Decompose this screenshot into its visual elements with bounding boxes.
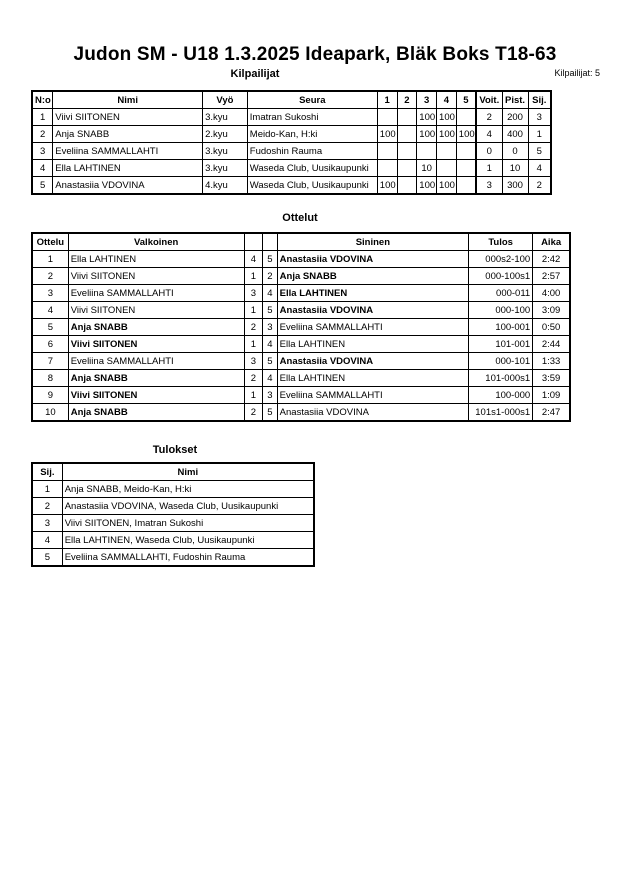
match-result: 000s2-100 — [469, 251, 533, 268]
match-white-no: 1 — [244, 302, 263, 319]
match-blue-name: Ella LAHTINEN — [277, 285, 468, 302]
match-white-no: 3 — [244, 285, 263, 302]
match-blue-name: Ella LAHTINEN — [277, 336, 468, 353]
matches-section-title: Ottelut — [282, 212, 318, 224]
match-result: 101s1-000s1 — [469, 404, 533, 422]
competitor-score-s5 — [456, 109, 476, 126]
col-header-points: Pist. — [502, 91, 528, 109]
match-result: 101-001 — [469, 336, 533, 353]
match-time: 2:42 — [533, 251, 570, 268]
competitor-score-s1: 100 — [377, 177, 397, 195]
competitor-wins: 1 — [476, 160, 502, 177]
match-result: 000-011 — [469, 285, 533, 302]
competitor-score-s2 — [397, 177, 417, 195]
competitor-wins: 2 — [476, 109, 502, 126]
col-header-white: Valkoinen — [68, 233, 244, 251]
col-header-fullname: Nimi — [62, 463, 314, 481]
match-blue-no: 5 — [263, 302, 277, 319]
result-row — [32, 532, 314, 549]
match-time: 4:00 — [533, 285, 570, 302]
match-blue-name: Ella LAHTINEN — [277, 370, 468, 387]
competitor-score-s5 — [456, 177, 476, 195]
match-result: 101-000s1 — [469, 370, 533, 387]
match-blue-name: Eveliina SAMMALLAHTI — [277, 387, 468, 404]
competitor-belt: 3.kyu — [203, 109, 248, 126]
competitor-points: 200 — [502, 109, 528, 126]
match-no: 6 — [32, 336, 68, 353]
competitor-score-s1 — [377, 109, 397, 126]
col-header-place: Sij. — [528, 91, 551, 109]
match-white-name: Anja SNABB — [68, 404, 244, 422]
competitor-wins: 3 — [476, 177, 502, 195]
competitor-points: 400 — [502, 126, 528, 143]
result-name: Ella LAHTINEN, Waseda Club, Uusikaupunki — [62, 532, 314, 549]
competitor-row — [32, 177, 551, 195]
col-header-blue: Sininen — [277, 233, 468, 251]
competitors-count: Kilpailijat: 5 — [554, 68, 600, 78]
match-blue-no: 3 — [263, 387, 277, 404]
result-row — [32, 515, 314, 532]
competitor-name: Anastasiia VDOVINA — [53, 177, 203, 195]
col-header-match: Ottelu — [32, 233, 68, 251]
match-no: 3 — [32, 285, 68, 302]
competitor-points: 300 — [502, 177, 528, 195]
result-name: Eveliina SAMMALLAHTI, Fudoshin Rauma — [62, 549, 314, 567]
match-blue-name: Eveliina SAMMALLAHTI — [277, 319, 468, 336]
result-row — [32, 481, 314, 498]
col-header-rank: Sij. — [32, 463, 62, 481]
competitor-no: 1 — [32, 109, 53, 126]
competitor-points: 0 — [502, 143, 528, 160]
competitor-wins: 4 — [476, 126, 502, 143]
match-row — [32, 268, 570, 285]
competitors-table — [31, 90, 552, 195]
competitor-score-s3 — [417, 143, 437, 160]
result-place: 3 — [32, 515, 62, 532]
competitor-score-s3: 10 — [417, 160, 437, 177]
competitor-score-s2 — [397, 109, 417, 126]
competitor-place: 3 — [528, 109, 551, 126]
competitor-score-s2 — [397, 126, 417, 143]
match-row — [32, 319, 570, 336]
match-time: 3:59 — [533, 370, 570, 387]
competitor-no: 5 — [32, 177, 53, 195]
match-white-no: 4 — [244, 251, 263, 268]
page-title: Judon SM - U18 1.3.2025 Ideapark, Bläk Boks T18-63 — [73, 44, 557, 65]
results-section-title: Tulokset — [152, 444, 198, 456]
competitor-score-s5: 100 — [456, 126, 476, 143]
competitor-score-s2 — [397, 143, 417, 160]
match-time: 2:47 — [533, 404, 570, 422]
match-result: 000-101 — [469, 353, 533, 370]
competitor-score-s1 — [377, 160, 397, 177]
match-row — [32, 251, 570, 268]
match-row — [32, 353, 570, 370]
competitor-score-s2 — [397, 160, 417, 177]
col-header-s3: 3 — [417, 91, 437, 109]
match-blue-name: Anastasiia VDOVINA — [277, 404, 468, 422]
competitor-belt: 4.kyu — [203, 177, 248, 195]
competitor-score-s3: 100 — [417, 109, 437, 126]
competitor-club: Meido-Kan, H:ki — [247, 126, 377, 143]
col-header-time: Aika — [533, 233, 570, 251]
competitor-score-s5 — [456, 143, 476, 160]
match-white-no: 1 — [244, 268, 263, 285]
competitor-score-s1 — [377, 143, 397, 160]
competitor-name: Viivi SIITONEN — [53, 109, 203, 126]
competitor-row — [32, 143, 551, 160]
match-no: 1 — [32, 251, 68, 268]
match-row — [32, 404, 570, 422]
col-header-s5: 5 — [456, 91, 476, 109]
competitor-score-s4: 100 — [437, 109, 457, 126]
match-time: 2:44 — [533, 336, 570, 353]
match-white-no: 2 — [244, 319, 263, 336]
competitor-belt: 2.kyu — [203, 126, 248, 143]
match-blue-name: Anastasiia VDOVINA — [277, 302, 468, 319]
match-blue-no: 3 — [263, 319, 277, 336]
col-header-s4: 4 — [437, 91, 457, 109]
match-white-name: Viivi SIITONEN — [68, 387, 244, 404]
col-header-belt: Vyö — [203, 91, 248, 109]
result-row — [32, 549, 314, 567]
match-time: 2:57 — [533, 268, 570, 285]
competitor-points: 10 — [502, 160, 528, 177]
match-white-name: Anja SNABB — [68, 319, 244, 336]
match-white-name: Eveliina SAMMALLAHTI — [68, 285, 244, 302]
competitor-score-s4 — [437, 160, 457, 177]
match-white-no: 2 — [244, 404, 263, 422]
competitor-no: 4 — [32, 160, 53, 177]
match-no: 4 — [32, 302, 68, 319]
match-white-no: 1 — [244, 387, 263, 404]
match-blue-no: 5 — [263, 251, 277, 268]
match-white-name: Eveliina SAMMALLAHTI — [68, 353, 244, 370]
competitors-section-title: Kilpailijat — [230, 68, 280, 80]
match-blue-no: 5 — [263, 404, 277, 422]
match-no: 9 — [32, 387, 68, 404]
match-white-name: Viivi SIITONEN — [68, 302, 244, 319]
competitor-club: Fudoshin Rauma — [247, 143, 377, 160]
match-row — [32, 302, 570, 319]
results-table — [31, 462, 315, 567]
competitor-belt: 3.kyu — [203, 143, 248, 160]
competitors-header-row — [32, 91, 551, 109]
col-header-name: Nimi — [53, 91, 203, 109]
match-time: 1:33 — [533, 353, 570, 370]
matches-table — [31, 232, 571, 422]
result-place: 2 — [32, 498, 62, 515]
match-no: 8 — [32, 370, 68, 387]
match-white-name: Ella LAHTINEN — [68, 251, 244, 268]
col-header-result: Tulos — [469, 233, 533, 251]
match-blue-name: Anja SNABB — [277, 268, 468, 285]
competitor-belt: 3.kyu — [203, 160, 248, 177]
competitor-row — [32, 160, 551, 177]
competitor-no: 2 — [32, 126, 53, 143]
matches-header-row — [32, 233, 570, 251]
match-white-no: 2 — [244, 370, 263, 387]
competitor-score-s4: 100 — [437, 126, 457, 143]
match-result: 000-100 — [469, 302, 533, 319]
col-header-no: N:o — [32, 91, 53, 109]
match-blue-no: 4 — [263, 370, 277, 387]
match-row — [32, 336, 570, 353]
competitor-place: 4 — [528, 160, 551, 177]
match-white-name: Viivi SIITONEN — [68, 268, 244, 285]
result-name: Viivi SIITONEN, Imatran Sukoshi — [62, 515, 314, 532]
competitor-score-s4 — [437, 143, 457, 160]
match-blue-name: Anastasiia VDOVINA — [277, 251, 468, 268]
competitor-club: Imatran Sukoshi — [247, 109, 377, 126]
competitor-score-s5 — [456, 160, 476, 177]
col-header-s1: 1 — [377, 91, 397, 109]
competitor-no: 3 — [32, 143, 53, 160]
competitor-row — [32, 126, 551, 143]
competitor-name: Eveliina SAMMALLAHTI — [53, 143, 203, 160]
col-header-wins: Voit. — [476, 91, 502, 109]
match-blue-name: Anastasiia VDOVINA — [277, 353, 468, 370]
match-blue-no: 4 — [263, 285, 277, 302]
match-result: 100-000 — [469, 387, 533, 404]
result-name: Anastasiia VDOVINA, Waseda Club, Uusikaupunki — [62, 498, 314, 515]
competitor-wins: 0 — [476, 143, 502, 160]
result-name: Anja SNABB, Meido-Kan, H:ki — [62, 481, 314, 498]
match-blue-no: 4 — [263, 336, 277, 353]
match-blue-no: 5 — [263, 353, 277, 370]
results-header-row — [32, 463, 314, 481]
match-row — [32, 370, 570, 387]
col-header-club: Seura — [247, 91, 377, 109]
match-row — [32, 387, 570, 404]
match-no: 10 — [32, 404, 68, 422]
competitor-place: 1 — [528, 126, 551, 143]
result-row — [32, 498, 314, 515]
match-white-name: Viivi SIITONEN — [68, 336, 244, 353]
result-place: 1 — [32, 481, 62, 498]
competitor-place: 5 — [528, 143, 551, 160]
competitor-score-s1: 100 — [377, 126, 397, 143]
match-result: 000-100s1 — [469, 268, 533, 285]
result-place: 5 — [32, 549, 62, 567]
result-place: 4 — [32, 532, 62, 549]
competitor-place: 2 — [528, 177, 551, 195]
competitor-name: Anja SNABB — [53, 126, 203, 143]
competitor-row — [32, 109, 551, 126]
match-white-no: 3 — [244, 353, 263, 370]
match-no: 2 — [32, 268, 68, 285]
match-time: 0:50 — [533, 319, 570, 336]
competitor-score-s3: 100 — [417, 177, 437, 195]
competitor-club: Waseda Club, Uusikaupunki — [247, 177, 377, 195]
match-time: 3:09 — [533, 302, 570, 319]
col-header-s2: 2 — [397, 91, 417, 109]
competitor-club: Waseda Club, Uusikaupunki — [247, 160, 377, 177]
match-white-name: Anja SNABB — [68, 370, 244, 387]
match-blue-no: 2 — [263, 268, 277, 285]
match-white-no: 1 — [244, 336, 263, 353]
match-result: 100-001 — [469, 319, 533, 336]
match-no: 5 — [32, 319, 68, 336]
match-no: 7 — [32, 353, 68, 370]
competitor-score-s3: 100 — [417, 126, 437, 143]
competitor-name: Ella LAHTINEN — [53, 160, 203, 177]
match-row — [32, 285, 570, 302]
competitor-score-s4: 100 — [437, 177, 457, 195]
match-time: 1:09 — [533, 387, 570, 404]
